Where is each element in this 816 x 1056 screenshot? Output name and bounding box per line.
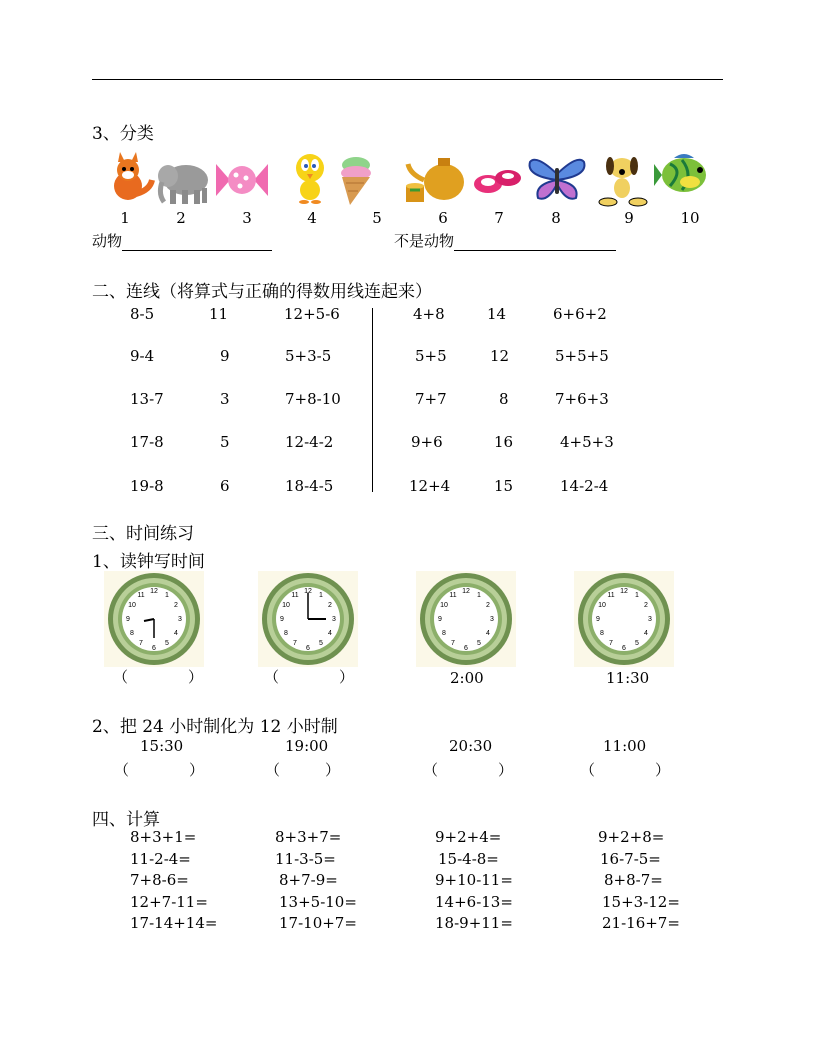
not-animals-label: 不是动物 <box>394 232 455 250</box>
svg-text:4: 4 <box>486 630 490 637</box>
calc-item: 12+7-11= <box>130 892 208 911</box>
expr-left-b: 12+5-6 <box>284 305 340 323</box>
animals-label: 动物 <box>92 232 123 250</box>
animals-blank[interactable] <box>122 234 272 251</box>
convert-title <box>92 712 338 737</box>
elephant-icon <box>156 152 216 208</box>
expr-left-b: 18-4-5 <box>285 477 334 495</box>
picture-number: 4 <box>307 209 317 227</box>
expr-right-a: 5+5 <box>415 347 447 365</box>
svg-text:11: 11 <box>449 592 457 599</box>
calc-item: 15+3-12= <box>602 892 680 911</box>
answer-left: 3 <box>220 390 230 408</box>
butterfly-icon <box>526 154 588 204</box>
svg-text:1: 1 <box>477 592 481 599</box>
svg-text:12: 12 <box>304 588 312 595</box>
expr-right-a: 9+6 <box>411 433 443 451</box>
calc-item: 13+5-10= <box>279 892 357 911</box>
read-clock-title: 1、读钟写时间 <box>92 552 205 572</box>
svg-text:12: 12 <box>620 588 628 595</box>
clock-answer[interactable]: （ ） <box>264 668 355 686</box>
ice-cream-icon <box>330 153 378 207</box>
calc-item: 9+2+8= <box>598 828 665 846</box>
svg-text:6: 6 <box>152 645 156 652</box>
answer-left: 11 <box>209 305 229 323</box>
convert-n2: 12 <box>259 717 282 737</box>
svg-text:7: 7 <box>451 640 455 647</box>
svg-text:8: 8 <box>130 630 134 637</box>
time-24h: 11:00 <box>603 737 647 755</box>
expr-right-a: 4+8 <box>413 305 445 323</box>
calc-item: 9+2+4= <box>435 828 502 846</box>
calc-item: 9+10-11= <box>435 871 513 889</box>
answer-left: 5 <box>220 433 230 451</box>
svg-text:3: 3 <box>178 616 182 623</box>
time-24h: 20:30 <box>449 737 493 755</box>
answer-right: 14 <box>487 305 507 323</box>
convert-n1: 24 <box>142 717 164 737</box>
answer-right: 15 <box>494 477 514 495</box>
calc-item: 7+8-6= <box>130 871 189 889</box>
expr-right-b: 4+5+3 <box>560 433 614 451</box>
svg-text:5: 5 <box>635 640 639 647</box>
picture-number: 6 <box>438 209 448 227</box>
calc-column <box>598 827 680 935</box>
convert-answer[interactable]: （ ） <box>423 761 514 779</box>
expr-left-a: 13-7 <box>130 390 164 408</box>
calc-item: 11-3-5= <box>275 849 336 868</box>
time-24h: 19:00 <box>285 737 329 755</box>
dog-icon <box>592 152 652 208</box>
expr-right-a: 12+4 <box>409 477 451 495</box>
svg-text:5: 5 <box>477 640 481 647</box>
calc-item: 17-14+14= <box>130 914 218 932</box>
convert-answer[interactable]: （ ） <box>580 761 671 779</box>
svg-text:9: 9 <box>126 616 130 623</box>
expr-left-b: 12-4-2 <box>285 433 334 451</box>
svg-text:6: 6 <box>306 645 310 652</box>
clock-face <box>104 571 204 667</box>
svg-text:3: 3 <box>648 616 652 623</box>
convert-answer[interactable]: （ ） <box>114 761 205 779</box>
svg-text:6: 6 <box>464 645 468 652</box>
teapot-icon <box>402 150 472 206</box>
not-animals-blank[interactable] <box>454 234 616 251</box>
expr-left-a: 9-4 <box>130 347 155 365</box>
not-animals-answer <box>394 230 616 251</box>
picture-number: 1 <box>120 209 130 227</box>
fox-icon <box>100 150 156 206</box>
picture-number: 3 <box>242 209 252 227</box>
svg-text:2: 2 <box>328 602 332 609</box>
svg-text:1: 1 <box>165 592 169 599</box>
animals-answer <box>92 230 272 251</box>
picture-number: 2 <box>176 209 186 227</box>
divider-line <box>372 308 373 492</box>
svg-text:10: 10 <box>440 602 448 609</box>
picture-number: 5 <box>372 209 382 227</box>
svg-text:5: 5 <box>319 640 323 647</box>
time-title: 三、时间练习 <box>92 524 194 544</box>
clock-face <box>258 571 358 667</box>
match-title: 二、连线（将算式与正确的得数用线连起来） <box>92 282 432 302</box>
picture-number: 8 <box>551 209 561 227</box>
svg-text:11: 11 <box>607 592 615 599</box>
calc-item: 15-4-8= <box>438 849 499 868</box>
time-24h: 15:30 <box>140 737 184 755</box>
svg-text:9: 9 <box>438 616 442 623</box>
expr-left-a: 19-8 <box>130 477 164 495</box>
calc-item: 8+7-9= <box>279 871 338 889</box>
convert-mid: 小时制化为 <box>169 717 255 737</box>
picture-number: 7 <box>494 209 504 227</box>
answer-right: 12 <box>490 347 510 365</box>
clock-answer[interactable]: （ ） <box>113 668 204 686</box>
convert-suffix: 小时制 <box>286 717 338 737</box>
picture-number: 10 <box>680 209 700 227</box>
svg-text:10: 10 <box>282 602 290 609</box>
calc-column <box>130 827 217 935</box>
expr-right-b: 6+6+2 <box>553 305 607 323</box>
svg-text:3: 3 <box>490 616 494 623</box>
expr-right-b: 14-2-4 <box>560 477 609 495</box>
clock-time-label: 2:00 <box>450 669 484 687</box>
answer-left: 6 <box>220 477 230 495</box>
calc-item: 18-9+11= <box>435 914 513 932</box>
fish-icon <box>654 150 714 200</box>
svg-text:8: 8 <box>442 630 446 637</box>
calc-item: 11-2-4= <box>130 849 191 868</box>
svg-text:12: 12 <box>150 588 158 595</box>
calc-item: 8+3+1= <box>130 828 197 846</box>
svg-text:7: 7 <box>139 640 143 647</box>
expr-right-b: 5+5+5 <box>555 347 609 365</box>
answer-right: 8 <box>499 390 509 408</box>
shoes-icon <box>472 162 522 198</box>
picture-number: 9 <box>624 209 634 227</box>
expr-left-a: 8-5 <box>130 305 155 323</box>
classify-title: 3、分类 <box>92 124 154 144</box>
clock-face <box>574 571 674 667</box>
calc-column <box>275 827 357 935</box>
svg-text:2: 2 <box>486 602 490 609</box>
convert-answer[interactable]: （ ） <box>265 761 341 779</box>
svg-text:4: 4 <box>328 630 332 637</box>
expr-left-a: 17-8 <box>130 433 164 451</box>
svg-text:1: 1 <box>635 592 639 599</box>
svg-text:9: 9 <box>280 616 284 623</box>
svg-text:2: 2 <box>174 602 178 609</box>
expr-left-b: 7+8-10 <box>285 390 341 408</box>
calc-item: 16-7-5= <box>600 849 661 868</box>
expr-right-a: 7+7 <box>415 390 447 408</box>
svg-text:10: 10 <box>128 602 136 609</box>
answer-right: 16 <box>494 433 514 451</box>
svg-text:11: 11 <box>291 592 299 599</box>
header-rule <box>92 79 723 80</box>
calc-item: 8+8-7= <box>604 871 663 889</box>
svg-text:8: 8 <box>600 630 604 637</box>
svg-text:6: 6 <box>622 645 626 652</box>
svg-text:1: 1 <box>319 592 323 599</box>
calc-title: 四、计算 <box>92 810 160 830</box>
svg-text:5: 5 <box>165 640 169 647</box>
calc-column <box>435 827 513 935</box>
svg-text:12: 12 <box>462 588 470 595</box>
svg-text:10: 10 <box>598 602 606 609</box>
calc-item: 14+6-13= <box>435 892 513 911</box>
svg-text:4: 4 <box>174 630 178 637</box>
candy-icon <box>214 158 270 202</box>
answer-left: 9 <box>220 347 230 365</box>
svg-text:4: 4 <box>644 630 648 637</box>
svg-text:11: 11 <box>137 592 145 599</box>
calc-item: 21-16+7= <box>602 914 680 932</box>
svg-text:2: 2 <box>644 602 648 609</box>
clock-time-label: 11:30 <box>606 669 650 687</box>
calc-item: 17-10+7= <box>279 914 357 932</box>
svg-text:7: 7 <box>293 640 297 647</box>
expr-right-b: 7+6+3 <box>555 390 609 408</box>
clock-face <box>416 571 516 667</box>
expr-left-b: 5+3-5 <box>285 347 332 365</box>
svg-text:9: 9 <box>596 616 600 623</box>
calc-item: 8+3+7= <box>275 828 342 846</box>
convert-prefix: 2、把 <box>92 717 137 737</box>
svg-text:7: 7 <box>609 640 613 647</box>
svg-text:3: 3 <box>332 616 336 623</box>
svg-text:8: 8 <box>284 630 288 637</box>
